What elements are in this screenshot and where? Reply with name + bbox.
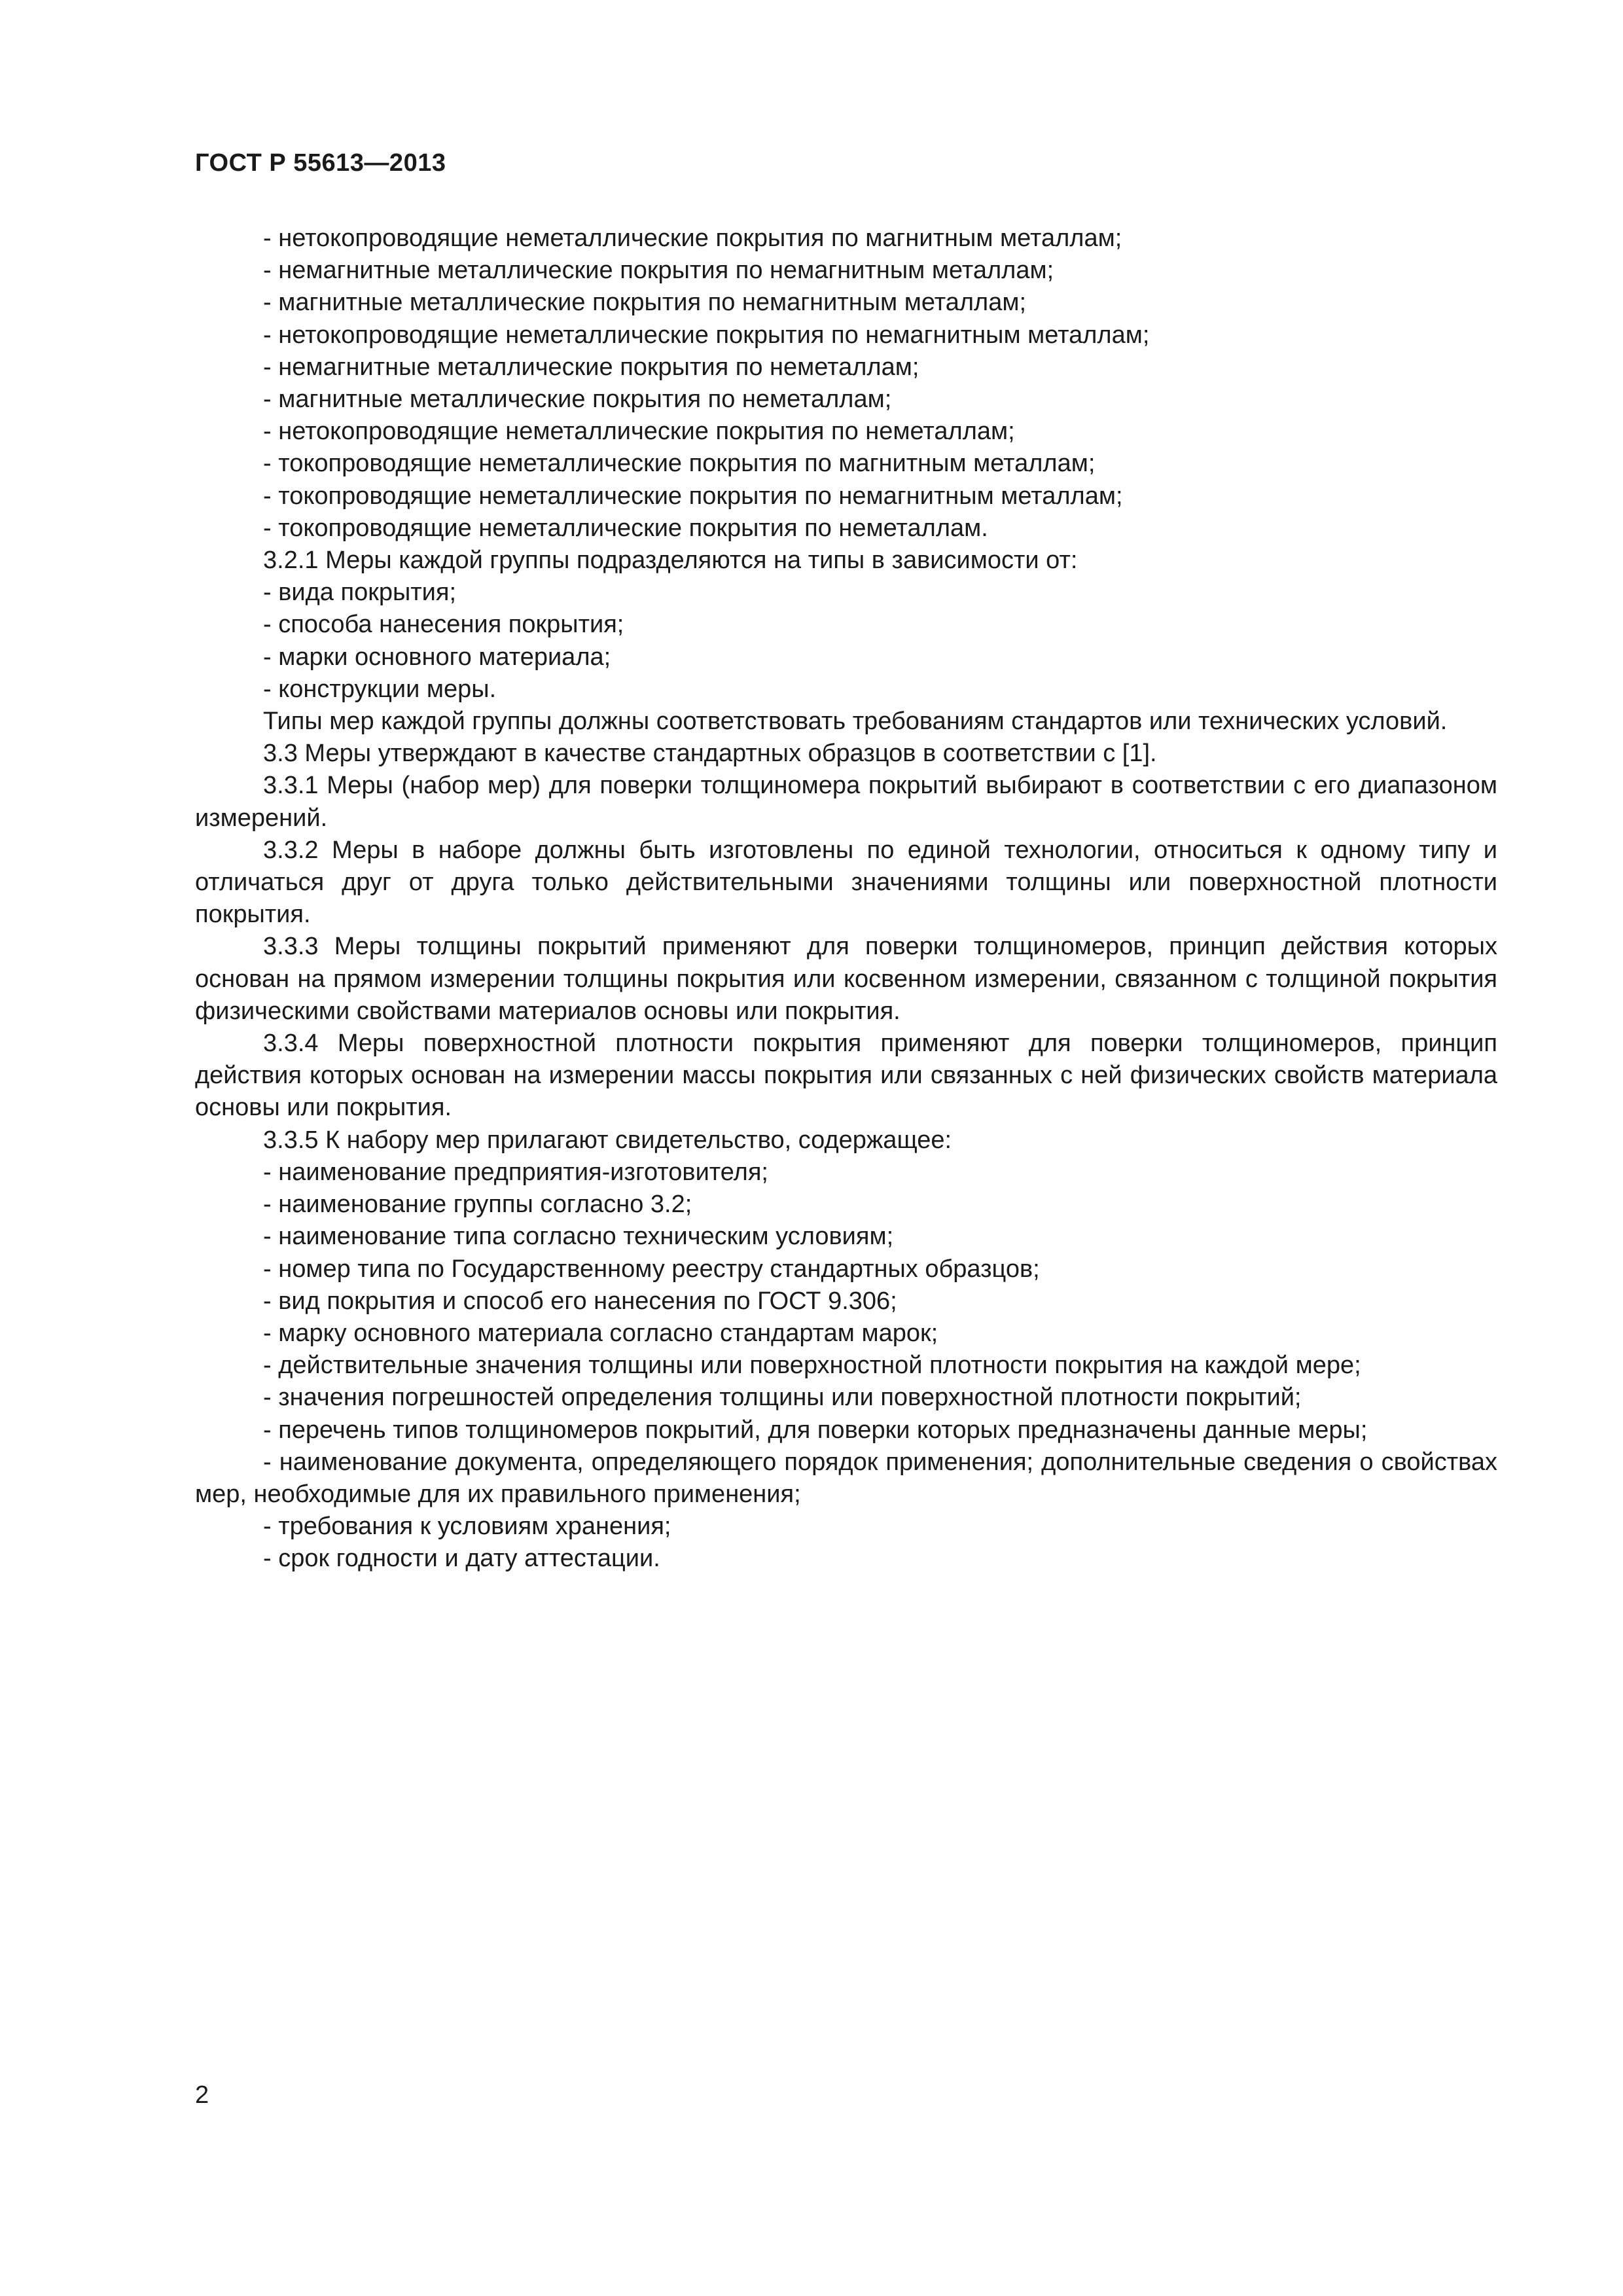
section-3-3-3-paragraph: 3.3.3 Меры толщины покрытий применяют для поверки толщиномеров, принцип действия которых основан на прямом измерении толщины покрытия или косвенном измерении, связанном с толщиной покрытия физическими свойствами материалов основы или покрытия. xyxy=(195,933,1497,1025)
section-3-2-1-paragraph: 3.2.1 Меры каждой группы подразделяются на типы в зависимости от: xyxy=(263,547,1078,575)
page-number: 2 xyxy=(195,2081,209,2109)
list-item: - нетокопроводящие неметаллические покрытия по неметаллам; xyxy=(263,418,1015,446)
list-item: - наименование типа согласно техническим условиям; xyxy=(263,1223,894,1251)
list-item: - наименование документа, определяющего порядок применения; дополнительные сведения о свойствах мер, необходимые для их правильного применения; xyxy=(195,1448,1497,1508)
section-3-3-5-paragraph: 3.3.5 К набору мер прилагают свидетельство, содержащее: xyxy=(263,1126,952,1154)
list-item: - нетокопроводящие неметаллические покрытия по магнитным металлам; xyxy=(263,224,1122,252)
types-paragraph: Типы мер каждой группы должны соответствовать требованиям стандартов или технических условий. xyxy=(263,708,1448,736)
list-item: - токопроводящие неметаллические покрытия по неметаллам. xyxy=(263,514,988,542)
list-item: - марку основного материала согласно стандартам марок; xyxy=(263,1319,938,1347)
section-3-3-paragraph: 3.3 Меры утверждают в качестве стандартных образцов в соответствии с [1]. xyxy=(263,740,1157,768)
list-item: - немагнитные металлические покрытия по неметаллам; xyxy=(263,353,919,381)
list-item: - вида покрытия; xyxy=(263,579,457,607)
list-item: - перечень типов толщиномеров покрытий, для поверки которых предназначены данные меры; xyxy=(263,1416,1368,1444)
document-header: ГОСТ Р 55613—2013 xyxy=(195,149,446,177)
list-item: - марки основного материала; xyxy=(263,643,611,671)
list-item: - требования к условиям хранения; xyxy=(263,1513,671,1541)
list-item: - значения погрешностей определения толщины или поверхностной плотности покрытий; xyxy=(263,1384,1302,1412)
list-item: - магнитные металлические покрытия по немагнитным металлам; xyxy=(263,289,1027,317)
list-item: - действительные значения толщины или поверхностной плотности покрытия на каждой мере; xyxy=(263,1352,1361,1380)
list-item: - вид покрытия и способ его нанесения по ГОСТ 9.306; xyxy=(263,1287,897,1315)
list-item: - номер типа по Государственному реестру стандартных образцов; xyxy=(263,1255,1040,1283)
list-item: - немагнитные металлические покрытия по немагнитным металлам; xyxy=(263,257,1054,285)
section-3-3-4-paragraph: 3.3.4 Меры поверхностной плотности покрытия применяют для поверки толщиномеров, принцип действия которых основан на измерении массы покрытия или связанных с ней физических свойств материала основы или покрытия. xyxy=(195,1030,1497,1122)
list-item: - токопроводящие неметаллические покрытия по немагнитным металлам; xyxy=(263,482,1123,510)
section-3-3-1-paragraph: 3.3.1 Меры (набор мер) для поверки толщиномера покрытий выбирают в соответствии с его диапазоном измерений. xyxy=(195,772,1497,832)
list-item: - способа нанесения покрытия; xyxy=(263,611,624,639)
section-3-3-2-paragraph: 3.3.2 Меры в наборе должны быть изготовлены по единой технологии, относиться к одному типу и отличаться друг от друга только действительными значениями толщины или поверхностной плотности покрытия. xyxy=(195,836,1497,929)
list-item: - срок годности и дату аттестации. xyxy=(263,1545,660,1573)
list-item: - наименование группы согласно 3.2; xyxy=(263,1191,692,1219)
list-item: - токопроводящие неметаллические покрытия по магнитным металлам; xyxy=(263,450,1096,478)
list-item: - нетокопроводящие неметаллические покрытия по немагнитным металлам; xyxy=(263,321,1150,349)
list-item: - конструкции меры. xyxy=(263,675,497,703)
list-item: - наименование предприятия-изготовителя; xyxy=(263,1158,768,1186)
list-item: - магнитные металлические покрытия по неметаллам; xyxy=(263,386,892,414)
document-body xyxy=(195,223,1497,1575)
